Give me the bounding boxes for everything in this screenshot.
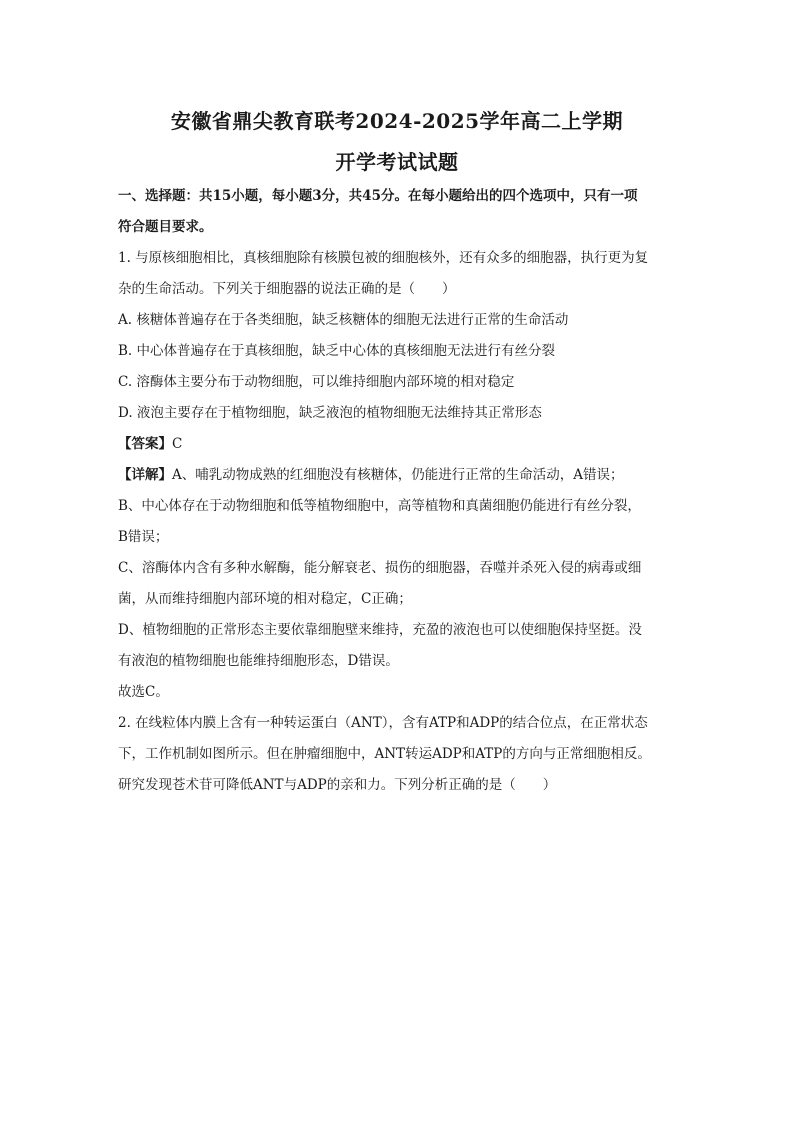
detail-label: 【详解】	[118, 467, 172, 483]
question-1-detail: B错误；	[118, 529, 169, 545]
question-1-detail	[118, 460, 698, 491]
question-1-option-d: D. 液泡主要存在于植物细胞，缺乏液泡的植物细胞无法维持其正常形态	[118, 405, 542, 421]
question-2-stem: 2. 在线粒体内膜上含有一种转运蛋白（ANT），含有ATP和ADP的结合位点，在正常状态	[118, 715, 648, 731]
answer-value: C	[172, 436, 183, 452]
document-body	[118, 181, 698, 801]
question-2-stem: 研究发现苍术苷可降低ANT与ADP的亲和力。下列分析正确的是（ ）	[118, 777, 557, 793]
section-heading-line: 一、选择题：共15小题，每小题3分，共45分。在每小题给出的四个选项中，只有一项	[118, 188, 638, 204]
question-1-stem: 杂的生命活动。下列关于细胞器的说法正确的是（ ）	[118, 281, 456, 297]
question-1-conclusion: 故选C。	[118, 684, 169, 700]
detail-text: A、哺乳动物成熟的红细胞没有核糖体，仍能进行正常的生命活动，A错误；	[172, 467, 624, 483]
question-1-detail: C、溶酶体内含有多种水解酶，能分解衰老、损伤的细胞器，吞噬并杀死入侵的病毒或细	[118, 560, 642, 576]
document-subtitle: 开学考试试题	[335, 150, 459, 174]
question-1-detail: B、中心体存在于动物细胞和低等植物细胞中，高等植物和真菌细胞仍能进行有丝分裂，	[118, 498, 641, 514]
question-2-stem: 下，工作机制如图所示。但在肿瘤细胞中，ANT转运ADP和ATP的方向与正常细胞相反。	[118, 746, 651, 762]
question-1-option-c: C. 溶酶体主要分布于动物细胞，可以维持细胞内部环境的相对稳定	[118, 374, 515, 390]
question-1-detail: 菌，从而维持细胞内部环境的相对稳定，C正确；	[118, 591, 412, 607]
question-1-stem: 1. 与原核细胞相比，真核细胞除有核膜包被的细胞核外，还有众多的细胞器，执行更为复	[118, 250, 649, 266]
document-title: 安徽省鼎尖教育联考2024-2025学年高二上学期	[170, 109, 624, 133]
section-heading-line: 符合题目要求。	[118, 219, 213, 235]
question-1-option-b: B. 中心体普遍存在于真核细胞，缺乏中心体的真核细胞无法进行有丝分裂	[118, 343, 556, 359]
question-1-option-a: A. 核糖体普遍存在于各类细胞，缺乏核糖体的细胞无法进行正常的生命活动	[118, 312, 569, 328]
question-1-answer	[118, 429, 698, 460]
question-1-detail: D、植物细胞的正常形态主要依靠细胞壁来维持，充盈的液泡也可以使细胞保持坚挺。没	[118, 622, 642, 638]
question-1-detail: 有液泡的植物细胞也能维持细胞形态，D错误。	[118, 653, 399, 669]
answer-label: 【答案】	[118, 436, 172, 452]
